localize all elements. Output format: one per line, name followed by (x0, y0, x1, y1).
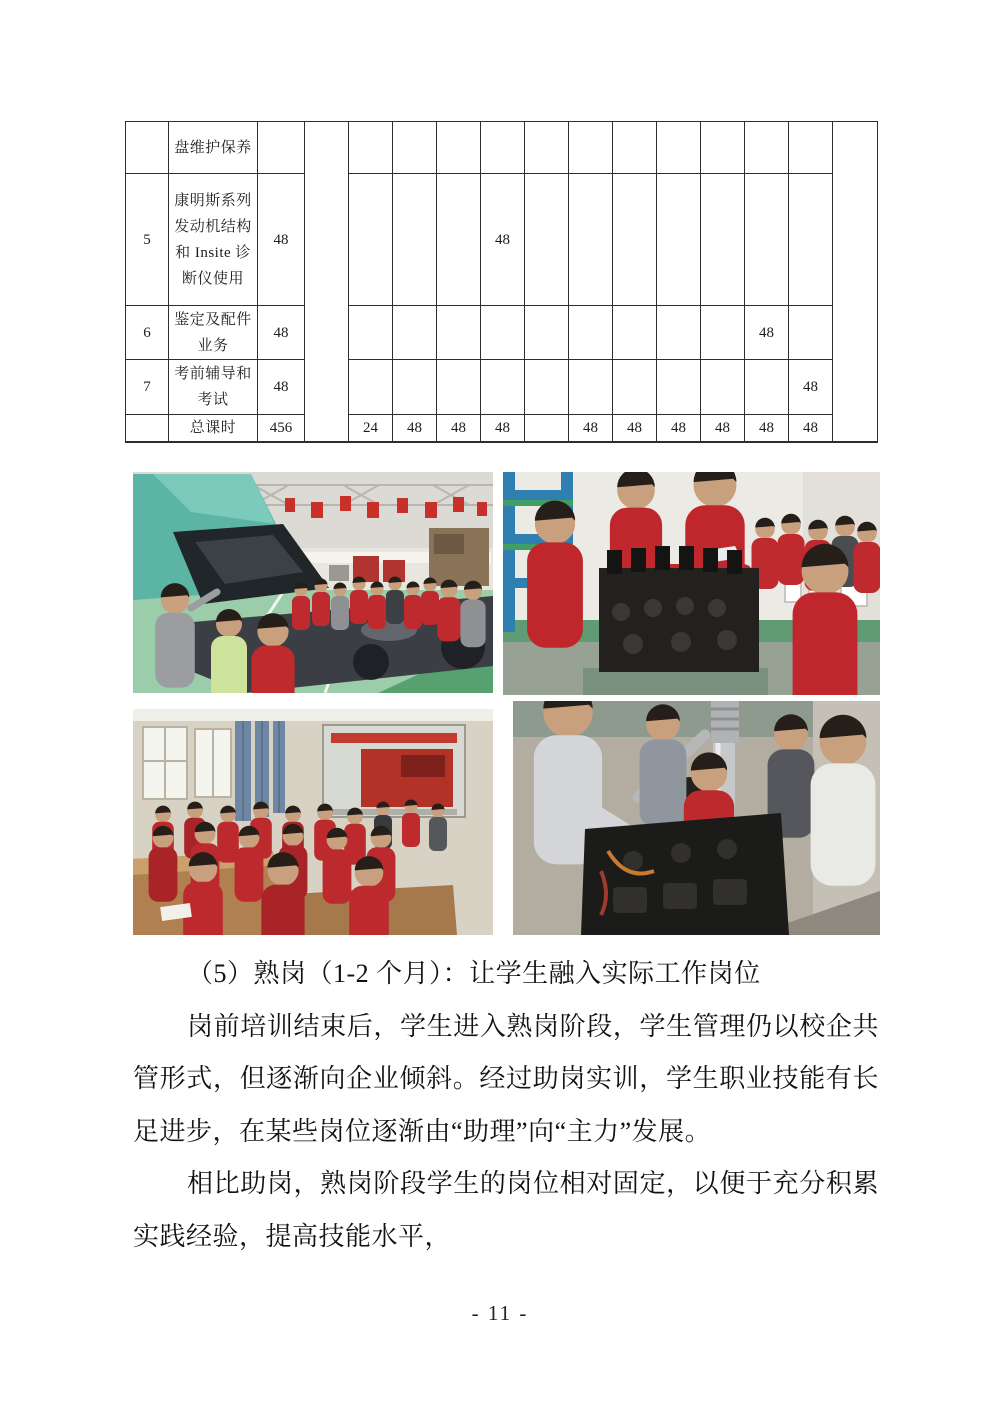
total-label-cell: 总课时 (169, 415, 258, 443)
schedule-cell (393, 360, 437, 415)
section-heading: （5）熟岗（1-2 个月）：让学生融入实际工作岗位 (187, 959, 761, 988)
schedule-cell: 48 (569, 415, 613, 443)
schedule-cell (701, 122, 745, 174)
schedule-cell (525, 174, 569, 306)
course-name-cell: 鉴定及配件业务 (169, 306, 258, 360)
schedule-cell (525, 360, 569, 415)
body-line: 实践经验，提高技能水平， (133, 1221, 452, 1251)
schedule-cell (569, 360, 613, 415)
course-hours-cell: 48 (258, 360, 305, 415)
schedule-cell: 24 (349, 415, 393, 443)
table-row (126, 360, 878, 415)
row-number-cell: 7 (126, 360, 169, 415)
schedule-cell (657, 122, 701, 174)
schedule-cell (437, 174, 481, 306)
schedule-cell (349, 122, 393, 174)
photo-engine-test-bench (513, 701, 880, 935)
body-text (133, 948, 879, 1263)
schedule-cell (437, 122, 481, 174)
schedule-cell (481, 360, 525, 415)
schedule-cell (745, 174, 789, 306)
schedule-cell (569, 306, 613, 360)
schedule-cell (657, 306, 701, 360)
schedule-cell (393, 306, 437, 360)
course-name-cell: 盘维护保养 (169, 122, 258, 174)
table-row (126, 174, 878, 306)
schedule-cell: 48 (745, 306, 789, 360)
schedule-cell (393, 174, 437, 306)
schedule-cell (481, 306, 525, 360)
schedule-cell: 48 (393, 415, 437, 443)
photo-engine-assembly-practice (503, 472, 880, 695)
merged-empty-cell (305, 122, 349, 443)
course-hours-cell: 48 (258, 174, 305, 306)
schedule-cell (789, 306, 833, 360)
schedule-cell (349, 306, 393, 360)
schedule-cell (349, 360, 393, 415)
schedule-cell (525, 415, 569, 443)
photo-classroom-video-lecture (133, 709, 493, 935)
table-row (126, 306, 878, 360)
course-hours-cell: 48 (258, 306, 305, 360)
schedule-cell (745, 122, 789, 174)
schedule-cell: 48 (481, 174, 525, 306)
schedule-cell (481, 122, 525, 174)
schedule-cell (657, 360, 701, 415)
schedule-cell (349, 174, 393, 306)
schedule-cell (613, 122, 657, 174)
body-line: 足进步，在某些岗位逐渐由“助理”向“主力”发展。 (133, 1116, 712, 1146)
row-number-cell: 5 (126, 174, 169, 306)
schedule-cell (789, 174, 833, 306)
schedule-cell (701, 306, 745, 360)
schedule-cell: 48 (745, 415, 789, 443)
schedule-cell (393, 122, 437, 174)
merged-empty-cell (833, 122, 878, 443)
photo-workshop-chassis-demo (133, 472, 493, 693)
schedule-cell (525, 306, 569, 360)
row-number-cell: 6 (126, 306, 169, 360)
course-hours-cell (258, 122, 305, 174)
course-name-cell: 考前辅导和考试 (169, 360, 258, 415)
schedule-cell: 48 (789, 360, 833, 415)
schedule-cell (525, 122, 569, 174)
table-row (126, 122, 878, 174)
table-row-total (126, 415, 878, 443)
row-number-cell (126, 415, 169, 443)
schedule-cell: 48 (701, 415, 745, 443)
schedule-cell: 48 (657, 415, 701, 443)
schedule-cell (569, 174, 613, 306)
schedule-cell (437, 306, 481, 360)
schedule-cell (437, 360, 481, 415)
schedule-cell: 48 (481, 415, 525, 443)
schedule-cell (613, 306, 657, 360)
row-number-cell (126, 122, 169, 174)
course-name-cell: 康明斯系列发动机结构和 Insite 诊断仪使用 (169, 174, 258, 306)
schedule-cell (701, 360, 745, 415)
total-hours-cell: 456 (258, 415, 305, 443)
schedule-cell: 48 (613, 415, 657, 443)
schedule-cell (701, 174, 745, 306)
body-line: 管形式，但逐渐向企业倾斜。经过助岗实训，学生职业技能有长 (133, 1064, 879, 1093)
schedule-cell (745, 360, 789, 415)
page-number: - 11 - (471, 1301, 529, 1325)
schedule-cell: 48 (437, 415, 481, 443)
course-hours-table (125, 121, 878, 443)
schedule-cell (613, 360, 657, 415)
schedule-cell (613, 174, 657, 306)
schedule-cell (657, 174, 701, 306)
body-line: 相比助岗，熟岗阶段学生的岗位相对固定，以便于充分积累 (187, 1169, 879, 1198)
schedule-cell (569, 122, 613, 174)
body-line: 岗前培训结束后，学生进入熟岗阶段，学生管理仍以校企共 (187, 1011, 879, 1041)
schedule-cell: 48 (789, 415, 833, 443)
schedule-cell (789, 122, 833, 174)
